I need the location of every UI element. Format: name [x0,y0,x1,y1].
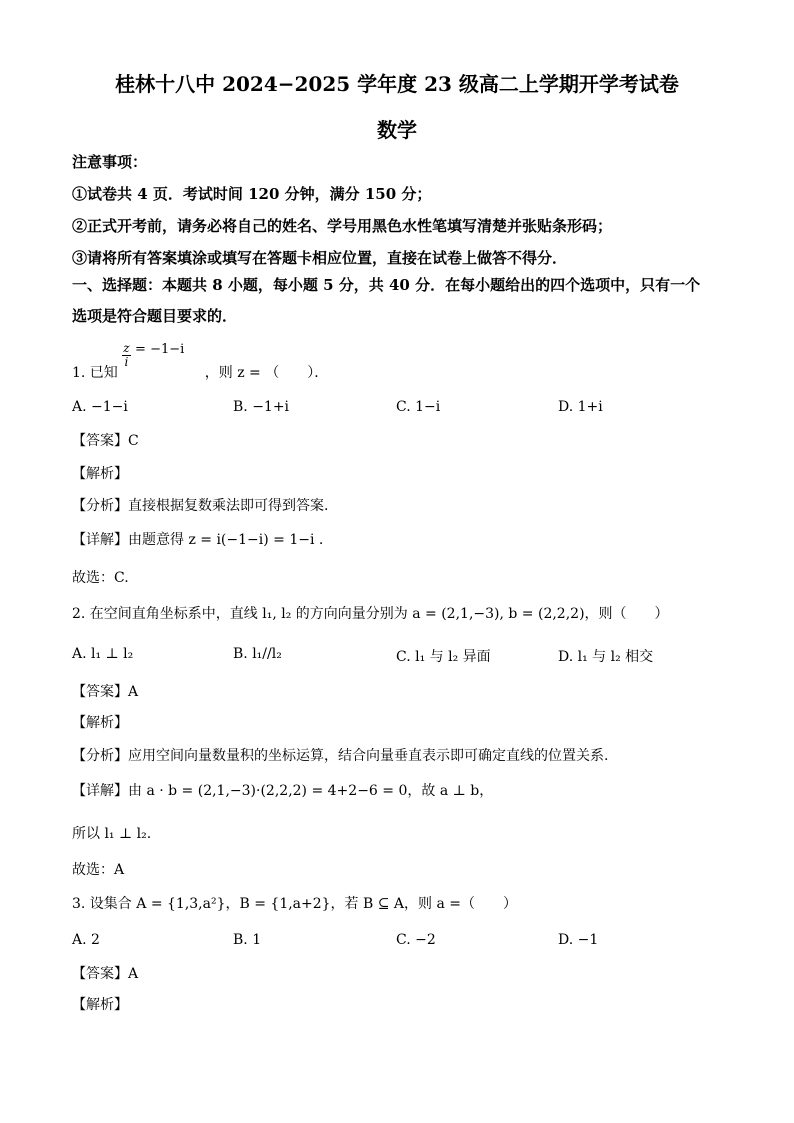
option-a: A. l₁ ⊥ l₂ [72,646,134,662]
option-d: D. 1+i [558,399,603,415]
notice-item: ③请将所有答案填涂或填写在答题卡相应位置，直接在试卷上做答不得分． [72,249,568,267]
option-b: B. l₁//l₂ [233,646,282,662]
option-b: B. −1+i [233,399,290,415]
analysis-detail: 【详解】由 a · b = (2,1,−3)·(2,2,2) = 4+2−6 = 0，故 a ⊥ b， [72,783,494,799]
analysis-detail-cont: 所以 l₁ ⊥ l₂. [72,826,152,842]
analysis-label: 【解析】 [72,997,128,1013]
option-c: C. l₁ 与 l₂ 异面 [396,649,491,665]
analysis-detail: 【详解】由题意得 z = i(−1−i) = 1−i . [72,532,324,548]
notice-item: ②正式开考前，请务必将自己的姓名、学号用黑色水性笔填写清楚并张贴条形码； [72,217,613,235]
answer: 【答案】A [72,966,139,982]
question-3-stem: 3. 设集合 A = {1,3,a²}，B = {1,a+2}，若 B ⊆ A，则 a =（ ） [72,896,518,912]
exam-title: 桂林十八中 2024−2025 学年度 23 级高二上学期开学考试卷 [115,72,679,96]
answer: 【答案】C [72,433,139,449]
question-1-stem: 1. 已知 $\frac{z}{i}$ = −1−i ，则 z = （ ）． [72,341,329,381]
choice-conclusion: 故选：A [72,862,125,878]
analysis-summary: 【分析】直接根据复数乘法即可得到答案. [72,498,329,514]
option-c: C. 1−i [396,399,441,415]
option-d: D. −1 [558,932,599,948]
section-heading-cont: 选项是符合题目要求的． [72,307,238,325]
question-2-stem: 2. 在空间直角坐标系中，直线 l₁, l₂ 的方向向量分别为 a = (2,1,−3), b = (2,2,2)，则（ ） [72,606,669,622]
analysis-label: 【解析】 [72,466,128,482]
analysis-summary: 【分析】应用空间向量数量积的坐标运算，结合向量垂直表示即可确定直线的位置关系. [72,748,609,764]
option-a: A. −1−i [72,399,128,415]
answer: 【答案】A [72,684,139,700]
notice-item: ①试卷共 4 页．考试时间 120 分钟，满分 150 分； [72,185,432,203]
fraction: $\frac{z}{i}$ [123,341,130,369]
option-a: A. 2 [72,932,100,948]
section-heading: 一、选择题：本题共 8 小题，每小题 5 分，共 40 分．在每小题给出的四个选项中，只有一个 [72,276,701,294]
analysis-label: 【解析】 [72,715,128,731]
subject-title: 数学 [377,118,417,142]
option-d: D. l₁ 与 l₂ 相交 [558,649,654,665]
notice-heading: 注意事项： [72,153,148,171]
choice-conclusion: 故选：C. [72,570,129,586]
option-c: C. −2 [396,932,436,948]
option-b: B. 1 [233,932,262,948]
